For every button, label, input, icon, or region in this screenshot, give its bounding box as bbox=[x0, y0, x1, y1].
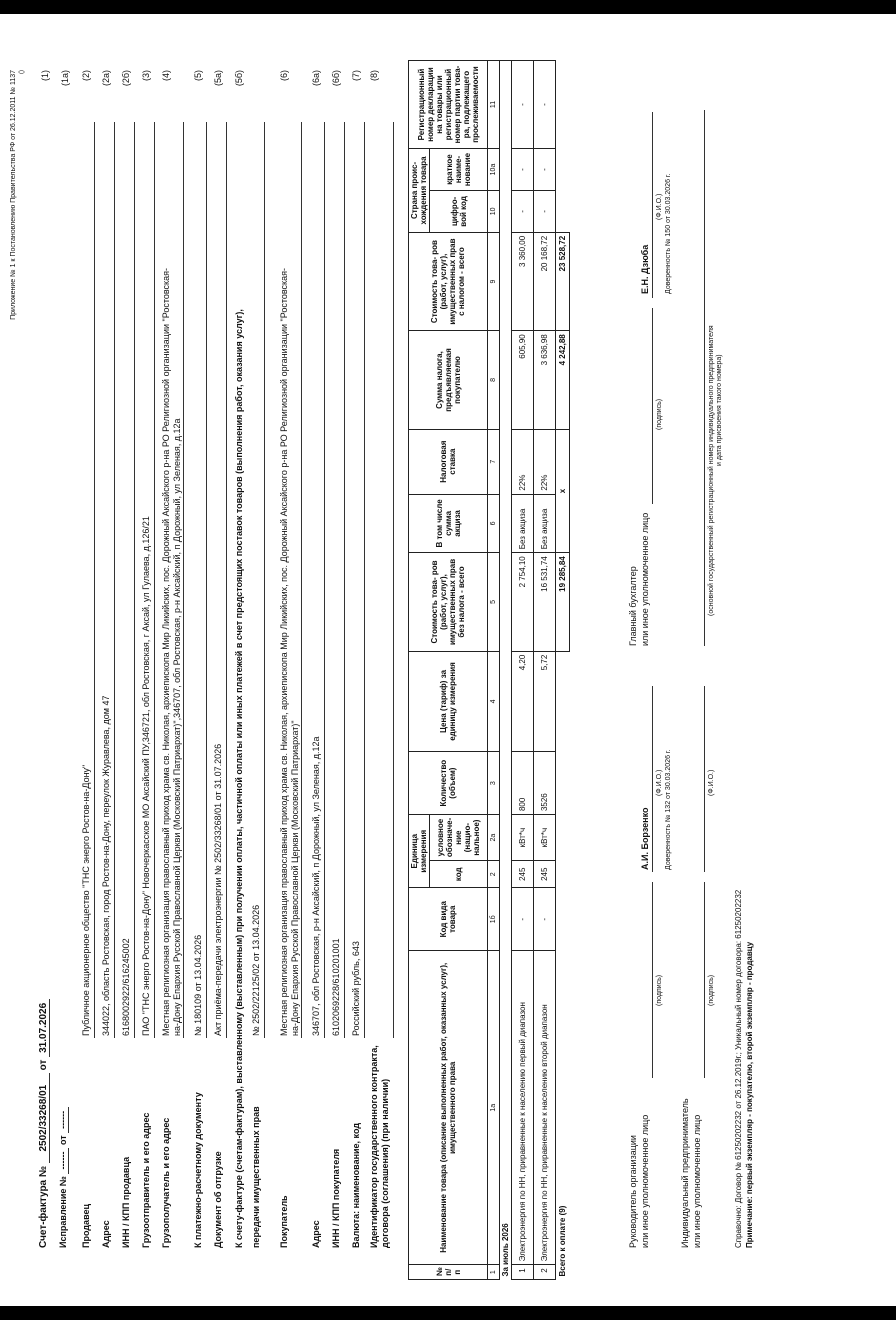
advance-label: К счету-фактуре (счетам-фактурам), выставленному (выставленным) при получении оплаты, частичной оплаты или иных платежей в счет предстоящих поставок товаров (выполнения работ, оказания услуг), bbox=[234, 309, 244, 1248]
seller-underline bbox=[94, 122, 95, 1038]
cell-num: 1 bbox=[512, 1265, 534, 1280]
seller-row bbox=[78, 14, 97, 1306]
head-name-line bbox=[652, 686, 653, 872]
cell-qty: 3526 bbox=[534, 752, 556, 815]
cell-country-name: - bbox=[512, 149, 534, 191]
currency-underline bbox=[364, 122, 365, 1038]
period-row bbox=[500, 61, 512, 1280]
col-number: 9 bbox=[488, 232, 500, 330]
buyer-inn-code: (6б) bbox=[331, 70, 341, 87]
accountant-name-line bbox=[652, 112, 653, 298]
shipper-underline bbox=[154, 122, 155, 1038]
table-row bbox=[512, 61, 534, 1280]
cell-name: Электроэнергия по НН, приравненные к населению второй диапазон bbox=[534, 951, 556, 1265]
cell-country-name: - bbox=[534, 149, 556, 191]
cell-rate: 22% bbox=[512, 429, 534, 494]
seller-inn-row bbox=[118, 14, 137, 1306]
total-row bbox=[556, 61, 570, 1280]
invoice-number: 2502/33268/01 bbox=[38, 1073, 50, 1163]
head-name-caption: (Ф.И.О.) bbox=[656, 769, 663, 796]
payment-doc-value: № 180109 от 13.04.2026 bbox=[193, 934, 203, 1036]
shipment-doc-row bbox=[210, 14, 229, 1306]
accountant-label-2: или иное уполномоченное лицо bbox=[640, 512, 650, 646]
buyer-inn-underline bbox=[344, 122, 345, 1038]
th-unit: Единица измерения bbox=[409, 815, 430, 888]
col-number: 1а bbox=[488, 951, 500, 1265]
seller-inn-underline bbox=[134, 122, 135, 1038]
seller-address-label: Адрес bbox=[101, 1220, 111, 1248]
cell-rate: 22% bbox=[534, 429, 556, 494]
col-number: 8 bbox=[488, 331, 500, 429]
seller-label: Продавец bbox=[81, 1203, 91, 1248]
th-name: Наименование товара (описание выполненных работ, оказанных услуг), имущественного права bbox=[409, 951, 488, 1265]
head-signature-line bbox=[652, 882, 653, 1078]
cell-name: Электроэнергия по НН, приравненные к населению первый диапазон bbox=[512, 951, 534, 1265]
shipper-code: (3) bbox=[141, 70, 151, 81]
head-name: А.И. Борзенко bbox=[640, 807, 650, 870]
col-number: 4 bbox=[488, 651, 500, 752]
shipment-doc-value: Акт приёма-передачи электроэнергии № 2502/33268/01 от 31.07.2026 bbox=[213, 743, 223, 1036]
currency-value: Российский рубль, 643 bbox=[351, 941, 361, 1036]
cell-price: 5,72 bbox=[534, 651, 556, 752]
correction-label: Исправление № bbox=[58, 1176, 68, 1248]
ip-signature-line bbox=[704, 882, 705, 1078]
cell-unit-name: кВт*ч bbox=[534, 815, 556, 861]
th-tax-sum: Сумма налога, предъявляемая покупателю bbox=[409, 331, 488, 429]
cell-kind: - bbox=[512, 888, 534, 951]
col-number: 6 bbox=[488, 494, 500, 553]
currency-label: Валюта: наименование, код bbox=[351, 1122, 361, 1248]
th-country-name: краткое наиме- нование bbox=[430, 149, 488, 191]
advance-label-2: передачи имущественных прав bbox=[251, 1106, 261, 1248]
buyer-inn-row bbox=[328, 14, 347, 1306]
cell-kind: - bbox=[534, 888, 556, 951]
seller-address-code: (2а) bbox=[101, 70, 111, 87]
th-cost-with-tax: Стоимость това- ров (работ, услуг), имущественных прав с налогом - всего bbox=[409, 232, 488, 330]
payment-doc-code: (5) bbox=[193, 70, 203, 81]
total-tax: 4 242,88 bbox=[556, 331, 570, 429]
total-empty bbox=[556, 61, 570, 233]
th-qty: Количество (объем) bbox=[409, 752, 488, 815]
advance-underline bbox=[264, 122, 265, 1038]
th-country-code: цифро- вой код bbox=[430, 190, 488, 232]
correction-code: (1а) bbox=[60, 70, 70, 87]
table-header-row bbox=[409, 61, 430, 1280]
th-unit-name: условное обозначе- ние (нацио- нальное) bbox=[430, 815, 488, 861]
shipper-value: ПАО "ТНС энерго Ростов-на-Дону" Новочеркасское МО Аксайский ПУ,346721, обл Ростовская, г Аксай, ул Гулаева, д.126/21 bbox=[141, 516, 151, 1036]
head-label: Руководитель организации bbox=[628, 1135, 638, 1248]
appendix-sub: () bbox=[19, 70, 25, 74]
buyer-label: Покупатель bbox=[279, 1195, 289, 1248]
correction-number: ------ bbox=[58, 1148, 69, 1174]
accountant-power: Доверенность № 150 от 30.03.2026 г. bbox=[665, 173, 672, 294]
cell-tax: 605,90 bbox=[512, 331, 534, 429]
cell-cost: 16 531,74 bbox=[534, 553, 556, 651]
buyer-underline bbox=[301, 122, 302, 1038]
contract-id-row bbox=[366, 14, 396, 1306]
buyer-inn-value: 6102069228/610201001 bbox=[331, 938, 341, 1036]
cell-unit-code: 245 bbox=[512, 861, 534, 888]
shipment-doc-code: (5а) bbox=[213, 70, 223, 87]
shipper-label: Грузоотправитель и его адрес bbox=[141, 1112, 151, 1248]
seller-address-underline bbox=[114, 122, 115, 1038]
consignee-underline bbox=[183, 122, 184, 1038]
accountant-sign-caption: (подпись) bbox=[656, 398, 663, 430]
consignee-value: Местная религиозная организация православный приход храма св. Николая, архиепископа Мир Ликийских, пос. Дорожный Аксайского р-на РО Религиозной организации "Ростовская- bbox=[161, 267, 171, 1036]
cell-num: 2 bbox=[534, 1265, 556, 1280]
col-number: 1 bbox=[488, 1265, 500, 1280]
cell-decl: - bbox=[534, 61, 556, 149]
consignee-code: (4) bbox=[161, 70, 171, 81]
th-decl: Регистрационный номер декларации на товары или регистрационный номер партии това- ра, подлежащего прослеживаемости bbox=[409, 61, 488, 149]
invoice-sheet bbox=[0, 14, 896, 1306]
ip-label: Индивидуальный предприниматель bbox=[680, 1098, 690, 1248]
appendix-note: Приложение № 1 к Постановлению Правительства РФ от 26.12.2011 № 1137 bbox=[10, 70, 17, 320]
advance-code: (5б) bbox=[234, 70, 244, 87]
th-cost-no-tax: Стоимость това- ров (работ, услуг), имущественных прав без налога - всего bbox=[409, 553, 488, 651]
consignee-value-2: на-Дону Епархия Русской Православной Церкви (Московский Патриархат)",346707, обл Ростовская, р-н Аксайский, п Дорожный, ул Зеленая, д.12а bbox=[172, 418, 182, 1036]
shipment-doc-underline bbox=[226, 122, 227, 1038]
accountant-name-caption: (Ф.И.О.) bbox=[656, 193, 663, 220]
col-number: 2а bbox=[488, 815, 500, 861]
seller-address-row bbox=[98, 14, 117, 1306]
cell-unit-code: 245 bbox=[534, 861, 556, 888]
col-number: 11 bbox=[488, 61, 500, 149]
cell-unit-name: кВт*ч bbox=[512, 815, 534, 861]
th-kind-code: Код вида товара bbox=[409, 888, 488, 951]
buyer-address-value: 346707, обл Ростовская, р-н Аксайский, п Дорожный, ул Зеленая, д.12а bbox=[311, 736, 321, 1036]
currency-row bbox=[348, 14, 367, 1306]
seller-inn-code: (2б) bbox=[121, 70, 131, 87]
total-with-tax: 23 528,72 bbox=[556, 232, 570, 330]
shipment-doc-label: Документ об отгрузке bbox=[213, 1151, 223, 1248]
buyer-inn-label: ИНН / КПП покупателя bbox=[331, 1148, 341, 1248]
cell-excise: Без акциза bbox=[534, 494, 556, 553]
col-number: 10а bbox=[488, 149, 500, 191]
total-cost: 19 285,84 bbox=[556, 553, 570, 651]
ip-name-caption: (Ф.И.О.) bbox=[708, 769, 715, 796]
col-number: 7 bbox=[488, 429, 500, 494]
advance-row bbox=[248, 14, 267, 1306]
contract-id-label: Идентификатор государственного контракта, bbox=[369, 1045, 379, 1248]
seller-value: Публичное акционерное общество "ТНС энерго Ростов-на-Дону" bbox=[81, 764, 91, 1036]
cell-total: 20 168,72 bbox=[534, 232, 556, 330]
cell-tax: 3 636,98 bbox=[534, 331, 556, 429]
contract-id-code: (8) bbox=[369, 70, 379, 81]
cell-qty: 800 bbox=[512, 752, 534, 815]
cell-decl: - bbox=[512, 61, 534, 149]
head-label-2: или иное уполномоченное лицо bbox=[640, 1114, 650, 1248]
buyer-address-row bbox=[308, 14, 327, 1306]
buyer-code: (6) bbox=[279, 70, 289, 81]
ip-label-2: или иное уполномоченное лицо bbox=[692, 1114, 702, 1248]
invoice-from-label: от bbox=[38, 1059, 49, 1071]
seller-inn-label: ИНН / КПП продавца bbox=[121, 1156, 131, 1248]
goods-table bbox=[408, 60, 570, 1280]
seller-code: (2) bbox=[81, 70, 91, 81]
consignee-row bbox=[158, 14, 186, 1306]
invoice-date: 31.07.2026 bbox=[38, 999, 50, 1057]
payment-doc-label: К платежно-расчетному документу bbox=[193, 1092, 203, 1248]
correction-line bbox=[58, 1107, 69, 1248]
ip-reg-caption: (основной государственный регистрационный номер индивидуального предпринимателя bbox=[708, 325, 715, 616]
col-number: 3 bbox=[488, 752, 500, 815]
accountant-name: Е.Н. Дзюба bbox=[640, 244, 650, 294]
cell-price: 4,20 bbox=[512, 651, 534, 752]
head-sign-caption: (подпись) bbox=[656, 974, 663, 1006]
cell-total: 3 360,00 bbox=[512, 232, 534, 330]
ip-reg-line bbox=[704, 110, 705, 646]
col-number: 2 bbox=[488, 861, 500, 888]
payment-doc-row bbox=[190, 14, 209, 1306]
invoice-title bbox=[38, 999, 50, 1248]
invoice-label: Счет-фактура № bbox=[38, 1165, 49, 1248]
seller-inn-value: 6168002922/616245002 bbox=[121, 938, 131, 1036]
document-page bbox=[0, 14, 896, 1306]
payment-doc-underline bbox=[206, 122, 207, 1038]
buyer-address-underline bbox=[324, 122, 325, 1038]
cell-excise: Без акциза bbox=[512, 494, 534, 553]
ip-name-line bbox=[704, 686, 705, 872]
buyer-value: Местная религиозная организация православный приход храма св. Николая, архиепископа Мир Ликийских, пос. Дорожный Аксайского р-на РО Религиозной организации "Ростовская- bbox=[279, 267, 289, 1036]
ip-reg-caption-2: и дата присвоения такого номера) bbox=[716, 354, 723, 466]
correction-from-label: от bbox=[58, 1135, 68, 1146]
consignee-label: Грузополучатель и его адрес bbox=[161, 1117, 171, 1248]
advance-value: № 2502/22125/02 от 13.04.2026 bbox=[251, 904, 261, 1036]
total-label: Всего к оплате (9) bbox=[556, 651, 570, 1279]
cell-country-code: - bbox=[512, 190, 534, 232]
cell-cost: 2 754,10 bbox=[512, 553, 534, 651]
col-number-row bbox=[488, 61, 500, 1280]
col-number: 10 bbox=[488, 190, 500, 232]
th-rate: Налоговая ставка bbox=[409, 429, 488, 494]
footer-note: Примечание: первый экземпляр - покупателю, второй экземпляр - продавцу bbox=[745, 941, 754, 1248]
shipper-row bbox=[138, 14, 157, 1306]
col-number: 1б bbox=[488, 888, 500, 951]
contract-id-label-2: договора (соглашения) (при наличии) bbox=[380, 1078, 390, 1248]
contract-id-underline bbox=[393, 122, 394, 1038]
accountant-label: Главный бухгалтер bbox=[628, 566, 638, 646]
total-excise: x bbox=[556, 429, 570, 553]
buyer-address-code: (6а) bbox=[311, 70, 321, 87]
cell-country-code: - bbox=[534, 190, 556, 232]
currency-code: (7) bbox=[351, 70, 361, 81]
th-price: Цена (тариф) за единицу измерения bbox=[409, 651, 488, 752]
th-excise: В том числе сумма акциза bbox=[409, 494, 488, 553]
table-row bbox=[534, 61, 556, 1280]
seller-address-value: 344022, область Ростовская, город Ростов-на-Дону, переулок Журавлева, дом 47 bbox=[101, 695, 111, 1036]
footer-reference: Справочно: Договор № 61250202232 от 26.12.2019г.; Уникальный номер договора: 61250202232 bbox=[734, 889, 743, 1248]
th-num: № п/п bbox=[409, 1265, 488, 1280]
invoice-code: (1) bbox=[40, 70, 50, 81]
buyer-value-2: на-Дону Епархия Русской Православной Церкви (Московский Патриархат)" bbox=[290, 720, 300, 1036]
accountant-signature-line bbox=[652, 308, 653, 504]
correction-date: ------ bbox=[58, 1107, 69, 1133]
col-number: 5 bbox=[488, 553, 500, 651]
period-label: За июль 2026 bbox=[500, 61, 512, 1280]
buyer-row bbox=[276, 14, 304, 1306]
th-country: Страна проис- хождения товара bbox=[409, 149, 430, 233]
th-unit-code: код bbox=[430, 861, 488, 888]
head-power: Доверенность № 132 от 30.03.2026 г. bbox=[665, 749, 672, 870]
ip-sign-caption: (подпись) bbox=[708, 974, 715, 1006]
buyer-address-label: Адрес bbox=[311, 1220, 321, 1248]
